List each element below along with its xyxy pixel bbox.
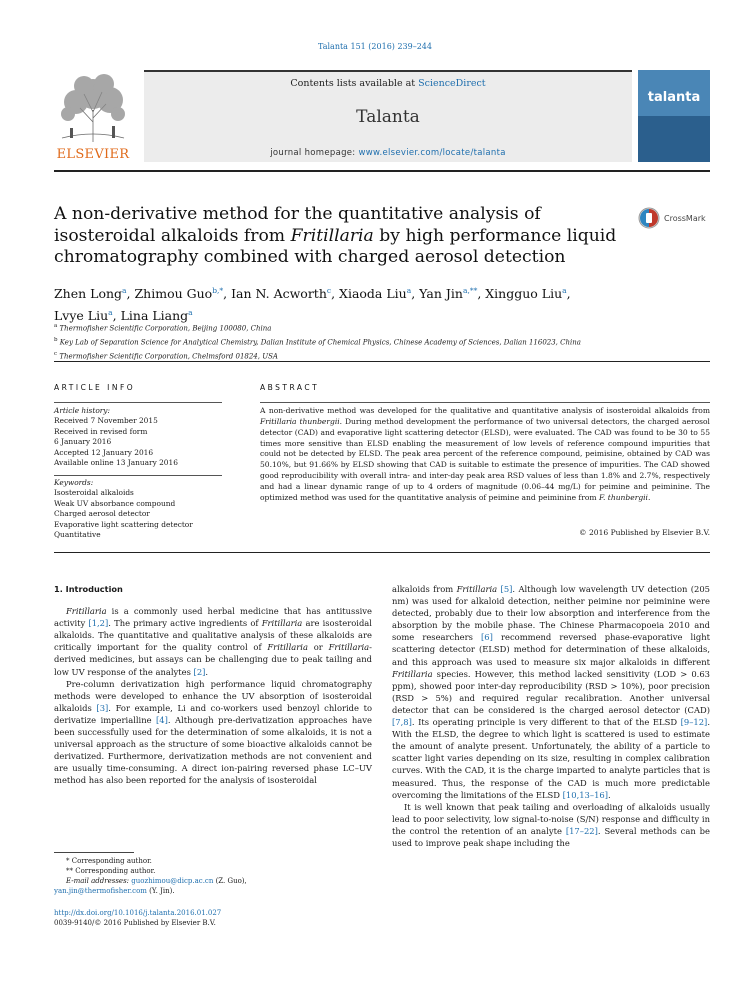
paragraph xyxy=(54,678,372,787)
author-affiliation-marker[interactable]: b,* xyxy=(212,286,224,295)
author-separator: , xyxy=(477,286,486,302)
article-info-heading: ARTICLE INFO xyxy=(54,383,136,392)
text-run: alkaloids from xyxy=(392,584,457,594)
doi-block xyxy=(54,908,372,928)
homepage-prefix: journal homepage: xyxy=(270,148,359,158)
author-separator: , xyxy=(411,286,420,302)
reference-link[interactable]: [7,8] xyxy=(392,717,412,728)
section-heading-introduction: 1. Introduction xyxy=(54,584,123,594)
text-run: It is well known that peak tailing and overloading of alkaloids usually lead to poor selectivity, low signal-to-noise (S/N) response and difficulty in the control the retention of an analyte xyxy=(392,801,710,836)
text-run: species. However, this method lacked sensitivity (LOD > 0.63 ppm), showed poor inter-day reproducibility (RSD > 10%), poor precision (RSD > 5%) and required regular recalibration. Another universal detector that can be considered is the charged aerosol detector (CAD) xyxy=(392,668,710,715)
masthead-banner xyxy=(144,70,632,162)
history-label: Article history: xyxy=(54,406,110,415)
text-run: is a commonly used herbal medicine that has antitussive activity xyxy=(54,606,372,629)
abstract-run: A non-derivative method was developed for the qualitative and quantitative analysis of isosteroidal alkaloids from xyxy=(260,406,710,415)
reference-link[interactable]: [10,13–16] xyxy=(562,789,608,800)
abstract-copyright: © 2016 Published by Elsevier B.V. xyxy=(579,528,710,537)
article-title xyxy=(54,204,634,269)
keyword: Isosteroidal alkaloids xyxy=(54,488,134,498)
author-name[interactable]: Lvye Liu xyxy=(54,308,109,324)
elsevier-wordmark: ELSEVIER xyxy=(56,147,130,162)
crossmark-label: CrossMark xyxy=(664,214,706,223)
article-history xyxy=(54,406,224,468)
email-owner: (Z. Guo), xyxy=(213,877,247,885)
abstract-species: Fritillaria thunbergii xyxy=(260,416,340,426)
keyword: Weak UV absorbance compound xyxy=(54,498,176,508)
text-run: recommend reversed phase-evaporative light scattering detector (ELSD) method for determination of these alkaloids, and this approach was used to measure six major alkaloids in different xyxy=(392,632,710,667)
crossmark-badge[interactable] xyxy=(638,206,718,234)
author-separator: , xyxy=(112,308,121,324)
author-affiliation-marker[interactable]: a,** xyxy=(462,286,478,295)
reference-link[interactable]: [1,2] xyxy=(88,618,109,629)
masthead-divider xyxy=(54,170,710,172)
author-separator: , xyxy=(126,286,135,302)
author-name[interactable]: Yan Jin xyxy=(419,286,463,302)
cover-title: talanta xyxy=(647,90,701,105)
reference-link[interactable]: [3] xyxy=(96,702,109,713)
author-affiliation-marker[interactable]: a xyxy=(188,308,193,318)
genus: Fritillaria xyxy=(261,618,303,629)
history-entry: Received 7 November 2015 xyxy=(54,416,158,426)
author-affiliation-marker[interactable]: c xyxy=(326,286,332,295)
reference-link[interactable]: [2] xyxy=(193,666,206,677)
text-run: . xyxy=(608,789,611,800)
journal-name: Talanta xyxy=(356,107,420,127)
genus: Fritillaria xyxy=(328,642,370,653)
email-owner: (Y. Jin). xyxy=(146,887,175,895)
text-run: . Although low wavelength UV detection (205 nm) was used for alkaloid detection, neither peimine nor peiminine were detected, probably due to their low absorption and interference from the absorption by the mobile phase. The Chinese Pharmacopoeia 2010 and some researchers xyxy=(392,584,710,643)
genus: Fritillaria xyxy=(456,584,498,594)
abstract-run: . During method development the performance of two universal detectors, the charged aerosol detector (CAD) and evaporative light scattering detector (ELSD), were evaluated. The CAD was found to be 30 to 55 times more sensitive than ELSD enabling the measurement of low levels of reference compound impurities that could not be detected by ELSD. The peak area percent of the reference compound, peimisine, obtained by CAD was 50.10%, but 91.66% by ELSD showing that CAD is suitable to estimate the presence of impurities. The CAD showed good reproducibility with overall intra- and inter-day peak area RSD values of less than 1.8% and 2.7%, respectively and had a linear dynamic range of up to 4 orders of magnitude (0.06–44 mg/L) for peimine and peiminine. The optimized method was used for the quantitative analysis of peimine and peiminine from xyxy=(260,416,710,502)
sciencedirect-link[interactable]: ScienceDirect xyxy=(418,78,486,89)
journal-citation-link[interactable]: Talanta 151 (2016) 239–244 xyxy=(318,42,432,51)
abstract-run: . xyxy=(647,492,651,502)
journal-cover-thumbnail[interactable] xyxy=(638,70,710,162)
author-name[interactable]: Ian N. Acworth xyxy=(231,286,327,302)
title-genus: Fritillaria xyxy=(290,225,374,246)
abstract-rule xyxy=(260,402,710,403)
abstract-heading: ABSTRACT xyxy=(260,383,320,392)
author-name[interactable]: Zhen Long xyxy=(54,286,123,302)
footnote-emails-cont xyxy=(54,886,372,896)
reference-link[interactable]: [17–22] xyxy=(565,825,598,836)
genus: Fritillaria xyxy=(267,642,308,653)
history-entry: Available online 13 January 2016 xyxy=(54,458,178,468)
keywords-label: Keywords: xyxy=(54,478,94,487)
keyword: Quantitative xyxy=(54,530,101,540)
email-link-guo[interactable]: guozhimou@dicp.ac.cn xyxy=(131,877,214,885)
affiliation-marker: c xyxy=(54,350,58,357)
affiliation-marker: b xyxy=(54,336,58,343)
author-affiliation-marker[interactable]: a xyxy=(108,308,113,318)
crossmark-icon xyxy=(638,206,660,232)
history-entry: Received in revised form xyxy=(54,426,148,436)
text-run: . Several methods can be used to improve peak shape including the xyxy=(392,825,710,848)
abstract-text xyxy=(260,406,710,504)
affiliation-text: Thermofisher Scientific Corporation, Beijing 100080, China xyxy=(59,324,272,333)
footnote-corresponding: * Corresponding author. xyxy=(66,857,152,865)
keyword: Charged aerosol detector xyxy=(54,509,150,519)
author-affiliation-marker[interactable]: a xyxy=(562,286,567,295)
issn-line: 0039-9140/© 2016 Published by Elsevier B.V. xyxy=(54,919,216,927)
text-run: . Its operating principle is very different to that of the ELSD xyxy=(411,717,681,728)
title-text-2: by high performance liquid chromatography combined with charged aerosol detection xyxy=(54,225,617,267)
author-list xyxy=(54,281,674,325)
author-name[interactable]: Xingguo Liu xyxy=(485,286,563,302)
footnote-corresponding-2: ** Corresponding author. xyxy=(66,867,156,875)
elsevier-logo[interactable] xyxy=(54,72,132,162)
author-separator: , xyxy=(331,286,340,302)
cover-band xyxy=(638,116,710,162)
text-run: Pre-column derivatization high performance liquid chromatography methods were developed to enhance the UV absorption of isosteroidal alkaloids xyxy=(54,678,372,713)
text-run: . xyxy=(205,666,209,677)
reference-link[interactable]: [9–12] xyxy=(680,717,708,728)
text-run: . For example, Li and co-workers used benzoyl chloride to derivatize imperialline xyxy=(54,702,373,725)
keyword-list xyxy=(54,478,224,540)
author-affiliation-marker[interactable]: a xyxy=(406,286,412,295)
homepage-line xyxy=(144,148,632,158)
title-divider xyxy=(54,361,710,362)
author-name[interactable]: Zhimou Guo xyxy=(134,286,213,302)
email-link-jin[interactable]: yan.jin@thermofisher.com xyxy=(54,887,147,895)
history-entry: 6 January 2016 xyxy=(54,437,112,447)
history-entry: Accepted 12 January 2016 xyxy=(54,447,154,457)
email-label: E-mail addresses: xyxy=(66,877,132,885)
journal-homepage-link[interactable]: www.elsevier.com/locate/talanta xyxy=(358,148,506,158)
paragraph xyxy=(392,801,710,849)
contents-prefix: Contents lists available at xyxy=(290,78,419,89)
reference-link[interactable]: [4] xyxy=(156,714,168,725)
body-column-left xyxy=(54,583,372,787)
author-name[interactable]: Xiaoda Liu xyxy=(339,286,407,302)
contents-line xyxy=(144,78,632,89)
genus: Fritillaria xyxy=(392,668,433,679)
text-run: or xyxy=(307,642,329,653)
body-column-right xyxy=(392,583,710,849)
affiliation-text: Thermofisher Scientific Corporation, Chelmsford 01824, USA xyxy=(59,351,278,360)
elsevier-tree-icon xyxy=(54,72,132,144)
keywords-rule xyxy=(54,475,222,476)
author-separator: , xyxy=(223,286,232,302)
text-run: . With the ELSD, the degree to which light is scattered is used to estimate the amount of analyte present. Unfortunately, the ability of a particle to scatter light varies depending on its size, resulting in complex calibration curves. With the CAD, it is the charge imparted to analyte particles that is measured. Thus, the response of the CAD is much more predictable overcoming the limitations of the ELSD xyxy=(392,717,710,800)
affiliation-marker: a xyxy=(54,323,58,329)
author-name[interactable]: Lina Liang xyxy=(120,308,189,324)
abstract-species: F. thunbergii xyxy=(598,492,648,502)
author-affiliation-marker[interactable]: a xyxy=(122,286,127,295)
paragraph xyxy=(392,583,710,801)
keyword: Evaporative light scattering detector xyxy=(54,519,193,529)
text-run: -derived medicines, but assays can be challenging due to peak tailing and low UV response of the analytes xyxy=(54,642,372,677)
doi-link[interactable]: http://dx.doi.org/10.1016/j.talanta.2016.01.027 xyxy=(54,909,222,917)
footnote-emails xyxy=(54,876,372,886)
abstract-divider xyxy=(54,552,710,553)
affiliation xyxy=(54,335,710,349)
text-run: are isosteroidal alkaloids. The quantitative and qualitative analysis of these alkaloids are critically important for the quality control of xyxy=(54,618,372,653)
paragraph xyxy=(54,605,372,678)
reference-link[interactable]: [5] xyxy=(500,584,513,594)
author-separator: , xyxy=(566,286,571,302)
text-run: . The primary active ingredients of xyxy=(108,618,262,629)
footnote-rule xyxy=(54,852,134,853)
reference-link[interactable]: [6] xyxy=(481,632,493,643)
genus: Fritillaria xyxy=(66,606,107,617)
text-run: . Although pre-derivatization approaches have been successfully used for the determination of some alkaloids, it is not a universal approach as the structure of some bioactive alkaloids cannot be derivatized. Furthermore, derivatization methods are not convenient and are usually time-consuming. A direct ion-pairing reversed phase LC–UV method has also been reported for the analysis of isosteroidal xyxy=(54,714,372,786)
journal-masthead xyxy=(54,70,710,162)
affiliation-list xyxy=(54,321,710,362)
title-text-1: A non-derivative method for the quantitative analysis of isosteroidal alkaloids from xyxy=(54,204,541,246)
article-info-rule xyxy=(54,402,222,403)
footnotes xyxy=(54,856,372,896)
affiliation-text: Key Lab of Separation Science for Analytical Chemistry, Dalian Institute of Chemical Physics, Chinese Academy of Sciences, Dalian 116023, China xyxy=(59,338,581,347)
affiliation xyxy=(54,321,710,335)
